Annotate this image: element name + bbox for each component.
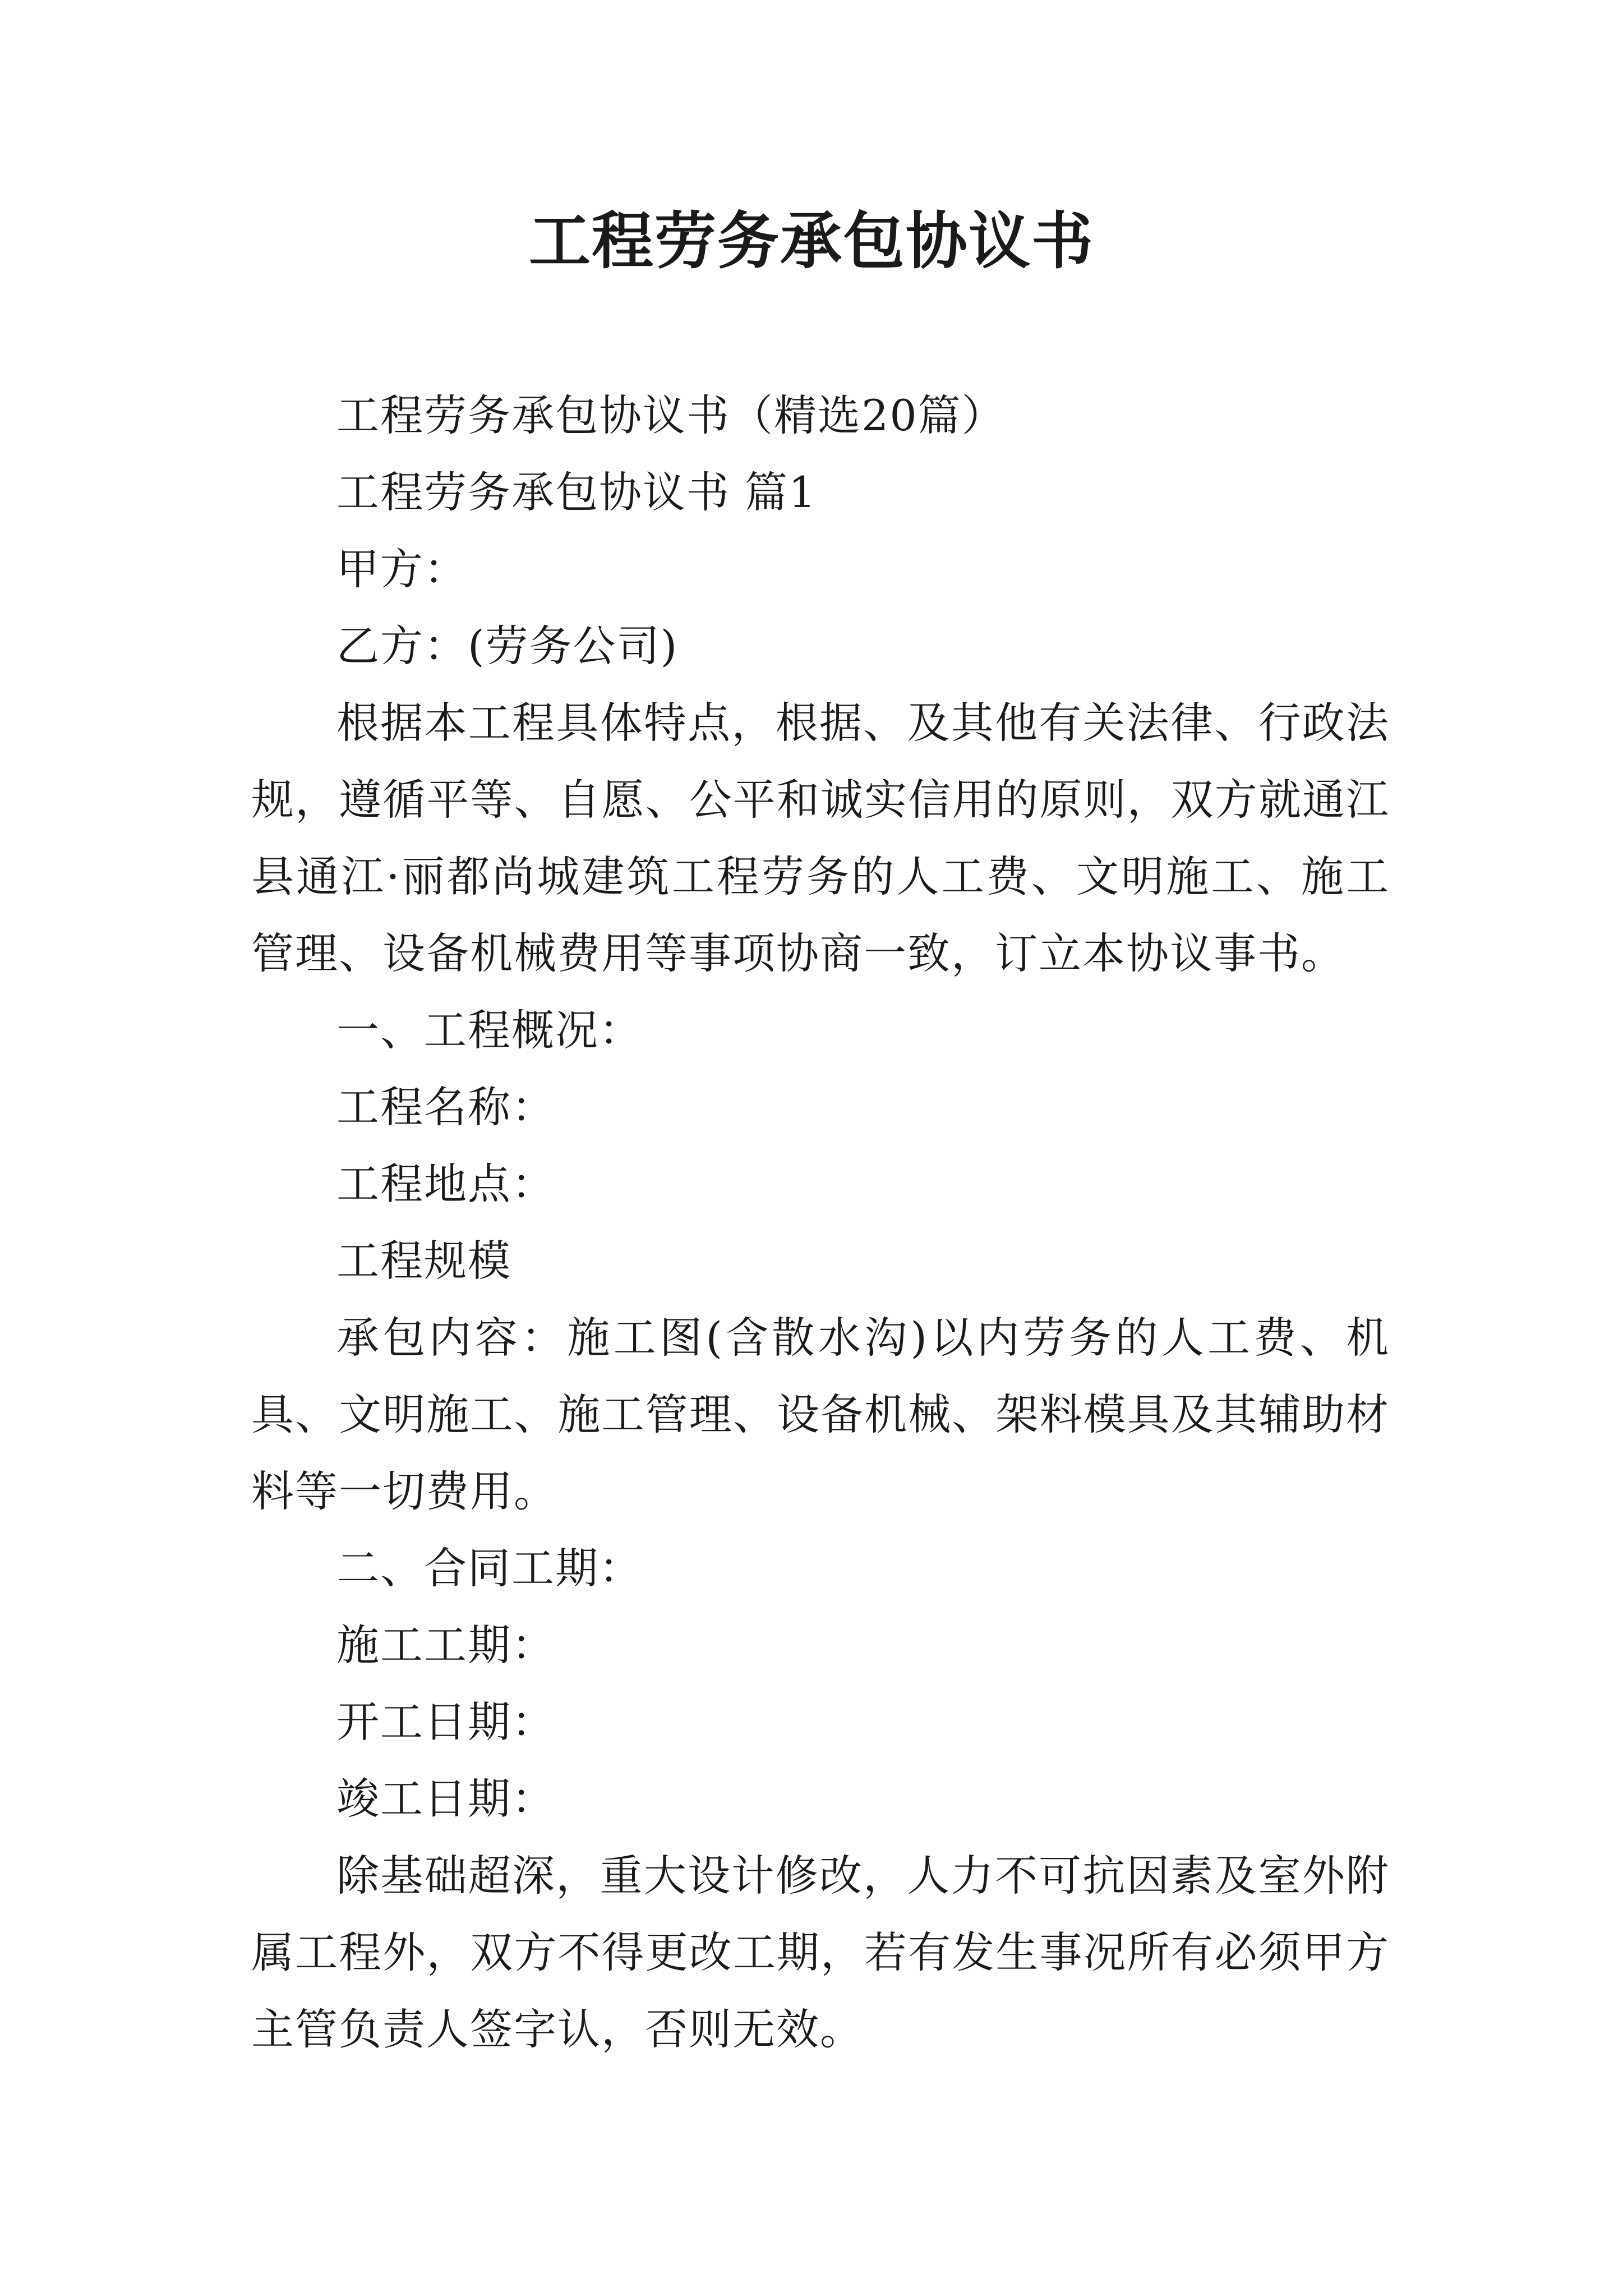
paragraph-section-1: 工程劳务承包协议书 篇1 xyxy=(336,467,817,517)
paragraph-contract-content: 承包内容：施工图(含散水沟)以内劳务的人工费、机具、文明施工、施工管理、设备机械、架料模具及其辅助材料等一切费用。 xyxy=(251,1313,1390,1516)
paragraph-preamble: 根据本工程具体特点，根据、及其他有关法律、行政法规，遵循平等、自愿、公平和诚实信用的原则，双方就通江县通江·丽都尚城建筑工程劳务的人工费、文明施工、施工管理、设备机械费用等事项协商一致，订立本协议事书。 xyxy=(251,698,1390,978)
paragraph-project-overview: 一、工程概况： xyxy=(336,1005,643,1055)
paragraph-project-name: 工程名称： xyxy=(336,1082,555,1132)
paragraph-party-b: 乙方：(劳务公司) xyxy=(336,621,679,671)
paragraph-party-a: 甲方： xyxy=(336,544,468,594)
paragraph-project-scale: 工程规模 xyxy=(336,1236,511,1286)
document-body xyxy=(251,377,1390,2068)
paragraph-contract-period: 二、合同工期： xyxy=(336,1543,643,1593)
paragraph-start-date: 开工日期： xyxy=(336,1697,555,1747)
document-title: 工程劳务承包协议书 xyxy=(529,205,1094,277)
paragraph-construction-period: 施工工期： xyxy=(336,1620,555,1670)
paragraph-project-location: 工程地点： xyxy=(336,1159,555,1209)
paragraph-completion-date: 竣工日期： xyxy=(336,1774,555,1824)
paragraph-period-terms: 除基础超深，重大设计修改，人力不可抗因素及室外附属工程外，双方不得更改工期，若有发生事况所有必须甲方主管负责人签字认，否则无效。 xyxy=(251,1851,1390,2054)
paragraph-heading: 工程劳务承包协议书（精选20篇） xyxy=(336,390,1006,440)
